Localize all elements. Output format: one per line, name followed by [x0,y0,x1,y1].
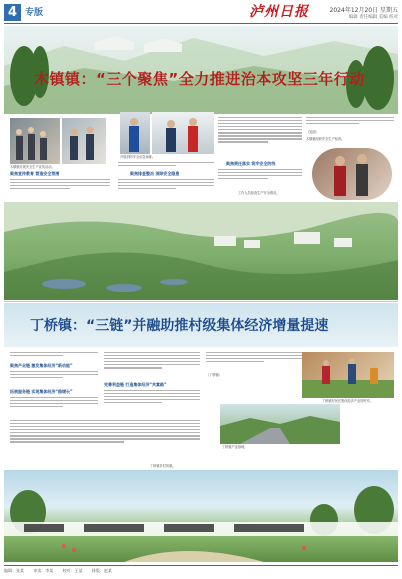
text-line [104,390,200,392]
text-line [104,358,200,360]
text-line [306,117,394,119]
article2-body-text [10,395,98,415]
article1-subhead: 聚焦责任落实 筑牢安全防线 [226,161,276,166]
article2-body-text [206,350,302,372]
text-line [104,393,200,395]
text-line [104,364,200,366]
article1-subhead: 聚焦排查整治 消除安全隐患 [130,171,180,176]
article1-body-text [306,115,394,129]
village-landscape-photo [4,202,398,300]
text-line [10,188,70,190]
safety-publicity-photo [10,118,60,164]
text-line [10,371,98,373]
masthead-rule [4,23,398,24]
text-line [206,355,302,357]
text-line [104,355,200,357]
text-line [10,426,200,428]
article2-body-text [104,388,200,414]
text-line [104,352,200,354]
article1-body-text [118,160,214,170]
photo-caption: 开展消防安全应急演练。 [120,155,156,159]
page-number: 4 [4,4,21,21]
text-line [10,423,200,425]
text-line [218,141,268,143]
text-line [218,117,302,119]
article1-body-text [218,115,302,159]
text-line [218,120,302,122]
photo-caption: 丁桥镇产业基地。 [222,445,248,449]
text-line [118,185,214,187]
photo-caption: 丁桥镇乡村风貌。 [150,464,176,468]
text-line [104,402,162,404]
text-line [218,129,302,131]
text-line [10,420,200,422]
text-line [10,441,124,443]
text-line [218,172,302,174]
article1-title: 木镇镇：“三个聚焦”全力推进治本攻坚三年行动 [34,70,365,88]
article2-body-text [10,369,98,387]
text-line [10,179,110,181]
text-line [218,135,302,137]
text-line [10,355,63,357]
village-scenery-photo [4,470,398,562]
footer-item: 排版：赵某 [91,568,112,573]
article1-body-text [10,177,110,199]
industry-base-photo [220,404,340,444]
text-line [218,175,302,177]
text-line [10,403,98,405]
text-line [10,438,200,440]
text-line [104,396,200,398]
text-line [10,374,98,376]
dateline [330,7,398,21]
text-line [10,352,98,354]
article2-credit: （丁桥镇） [206,373,222,377]
text-line [118,182,214,184]
section-name: 专版 [25,8,44,18]
text-line [118,162,214,164]
article-divider [4,301,398,302]
footer-item: 审读：李某 [33,568,54,573]
newspaper-logo: 泸州日报 [249,4,309,20]
text-line [306,120,394,122]
photo-caption: 木镇镇组织安全生产检查。 [306,137,345,141]
text-line [10,182,110,184]
footer-item: 校对：王某 [62,568,83,573]
photo-caption: 木镇镇开展安全生产宣传活动。 [10,165,55,169]
article1-credit: （吴丽） [306,130,319,134]
farm-work-photo [302,352,394,398]
article2-subhead: 拓展服务链 实现集体经济“稳增长” [10,389,73,394]
photo-caption: 丁桥镇村民在集体经济产业园劳作。 [322,399,373,403]
drill-photo-left [120,112,150,154]
article2-body-text [104,350,200,380]
text-line [104,399,200,401]
photo-caption: 工作人员检查生产安全情况。 [238,191,280,195]
text-line [10,429,200,431]
text-line [218,123,302,125]
text-line [104,367,162,369]
text-line [218,169,302,171]
inspection-closeup-photo [312,148,392,200]
text-line [10,397,98,399]
article2-body-text [10,350,98,362]
text-line [10,406,63,408]
text-line [10,377,63,379]
article2-title: 丁桥镇：“三链”并融助推村级集体经济增量提速 [30,318,329,334]
page-footer [4,565,398,577]
issue-date: 2024年12月20日 星期五 [329,7,398,14]
article2-subhead: 聚焦产业链 激发集体经济“新动能” [10,363,73,368]
text-line [10,185,110,187]
footer-item: 编辑：张某 [4,568,24,573]
text-line [10,400,98,402]
text-line [218,138,302,140]
text-line [218,126,302,128]
text-line [10,435,200,437]
text-line [218,132,302,134]
article2-body-text [10,418,200,458]
text-line [118,188,176,190]
text-line [118,165,176,167]
article2-subhead: 完善利益链 打造集体经济“共富路” [104,382,167,387]
text-line [206,352,302,354]
text-line [206,358,302,360]
masthead [4,4,398,22]
text-line [104,361,200,363]
text-line [10,432,200,434]
editor-credits: 编辑 责任编辑 美编 校对 [348,15,398,20]
article1-body-text [118,177,214,199]
text-line [118,179,214,181]
text-line [306,123,359,125]
text-line [218,178,268,180]
text-line [206,361,264,363]
drill-photo-right [152,112,214,154]
article1-body-text [218,167,302,187]
inspection-group-photo [62,118,106,164]
article1-subhead: 聚焦宣传教育 营造安全氛围 [10,171,60,176]
